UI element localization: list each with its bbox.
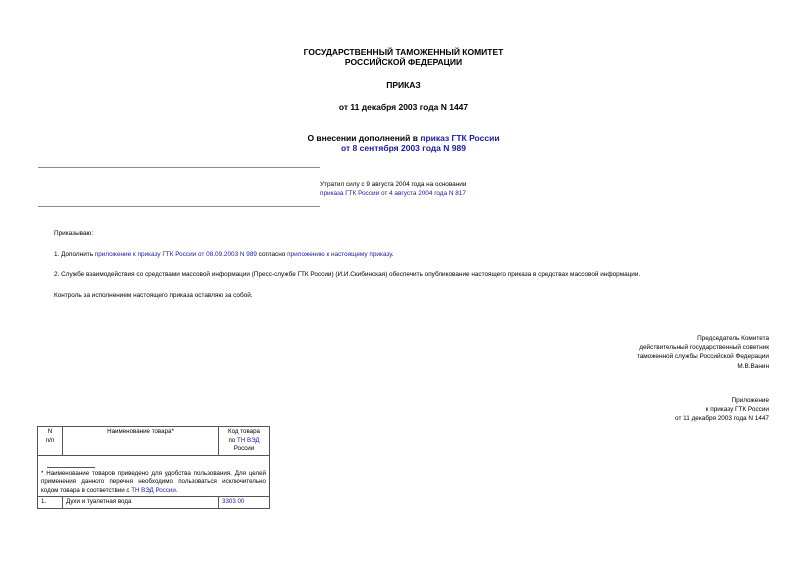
- subject-line1: [0, 133, 807, 143]
- control-text: Контроль за исполнением настоящего приказа оставляю за собой.: [54, 292, 253, 299]
- signature-title: Председатель Комитета: [697, 335, 769, 342]
- header-num-line1: N: [47, 428, 53, 435]
- doc-date: от 11 декабря 2003 года N 1447: [338, 102, 469, 112]
- status-link[interactable]: приказа ГТК России от 4 августа 2004 года N 817: [320, 190, 466, 197]
- appendix-label: Приложение: [731, 397, 769, 404]
- appendix-date: от 11 декабря 2003 года N 1447: [675, 415, 769, 422]
- divider-bottom: [38, 206, 320, 207]
- table-header-row: [38, 427, 270, 456]
- org-name-line2: РОССИЙСКОЙ ФЕДЕРАЦИИ: [344, 57, 463, 67]
- item1-prefix: 1. Дополнить: [54, 251, 95, 258]
- header-num: [38, 427, 63, 456]
- footnote-rule: [47, 467, 95, 468]
- footnote-cell: [38, 455, 270, 497]
- footnote-text: * Наименование товаров приведено для удобства пользования. Для целей применения данного перечня необходимо пользоваться исключительно кодом товара в соответствии с: [41, 469, 266, 494]
- doc-type: ПРИКАЗ: [386, 80, 421, 90]
- footnote-end: .: [175, 486, 178, 494]
- order-item-2: 2. Службе взаимодействия со средствами массовой информации (Пресс-службе ГТК России) (И.И.Скибинская) обеспечить опубликование настоящего приказа в средствах массовой информации.: [54, 271, 641, 278]
- item1-end: .: [391, 251, 394, 258]
- header-code-prefix: по: [228, 436, 237, 444]
- item1-link-appendix[interactable]: приложение к приказу ГТК России от 08.09.2003 N 989: [94, 251, 257, 258]
- item1-link-attachment[interactable]: приложению к настоящему приказу: [287, 251, 392, 258]
- org-name-line1: ГОСУДАРСТВЕННЫЙ ТАМОЖЕННЫЙ КОМИТЕТ: [303, 47, 504, 57]
- signature-service: таможенной службы Российской Федерации: [636, 353, 769, 360]
- item1-mid: согласно: [256, 251, 288, 258]
- subject-prefix: О внесении дополнений в: [307, 133, 421, 143]
- footnote-row: [38, 455, 270, 497]
- header-num-line2: п/п: [45, 436, 55, 444]
- header-code: [219, 427, 270, 456]
- table-row: [38, 497, 270, 509]
- row-num: 1.: [38, 497, 63, 509]
- appendix-order: к приказу ГТК России: [705, 406, 769, 413]
- header-code-link[interactable]: ТН ВЭД: [236, 436, 260, 444]
- subject-link-order[interactable]: приказ ГТК России: [420, 133, 500, 143]
- footnote-link[interactable]: ТН ВЭД России: [131, 486, 176, 494]
- header-code-line2: [222, 437, 266, 446]
- order-item-1: [54, 250, 394, 259]
- intro-text: Приказываю:: [54, 230, 94, 237]
- header-name: Наименование товара*: [63, 427, 219, 456]
- row-name: Духи и туалетная вода: [63, 497, 219, 509]
- header-code-line1: Код товара: [228, 428, 260, 435]
- divider-top: [38, 167, 320, 168]
- status-text: Утратил силу с 9 августа 2004 года на основании: [320, 181, 467, 188]
- row-code[interactable]: 3303 00: [219, 497, 270, 509]
- goods-table: [37, 426, 270, 509]
- header-code-line3: России: [233, 445, 255, 452]
- signature-rank: действительный государственный советник: [639, 344, 769, 351]
- subject-link-date[interactable]: от 8 сентября 2003 года N 989: [341, 143, 466, 153]
- signature-name: М.В.Ванин: [737, 363, 769, 370]
